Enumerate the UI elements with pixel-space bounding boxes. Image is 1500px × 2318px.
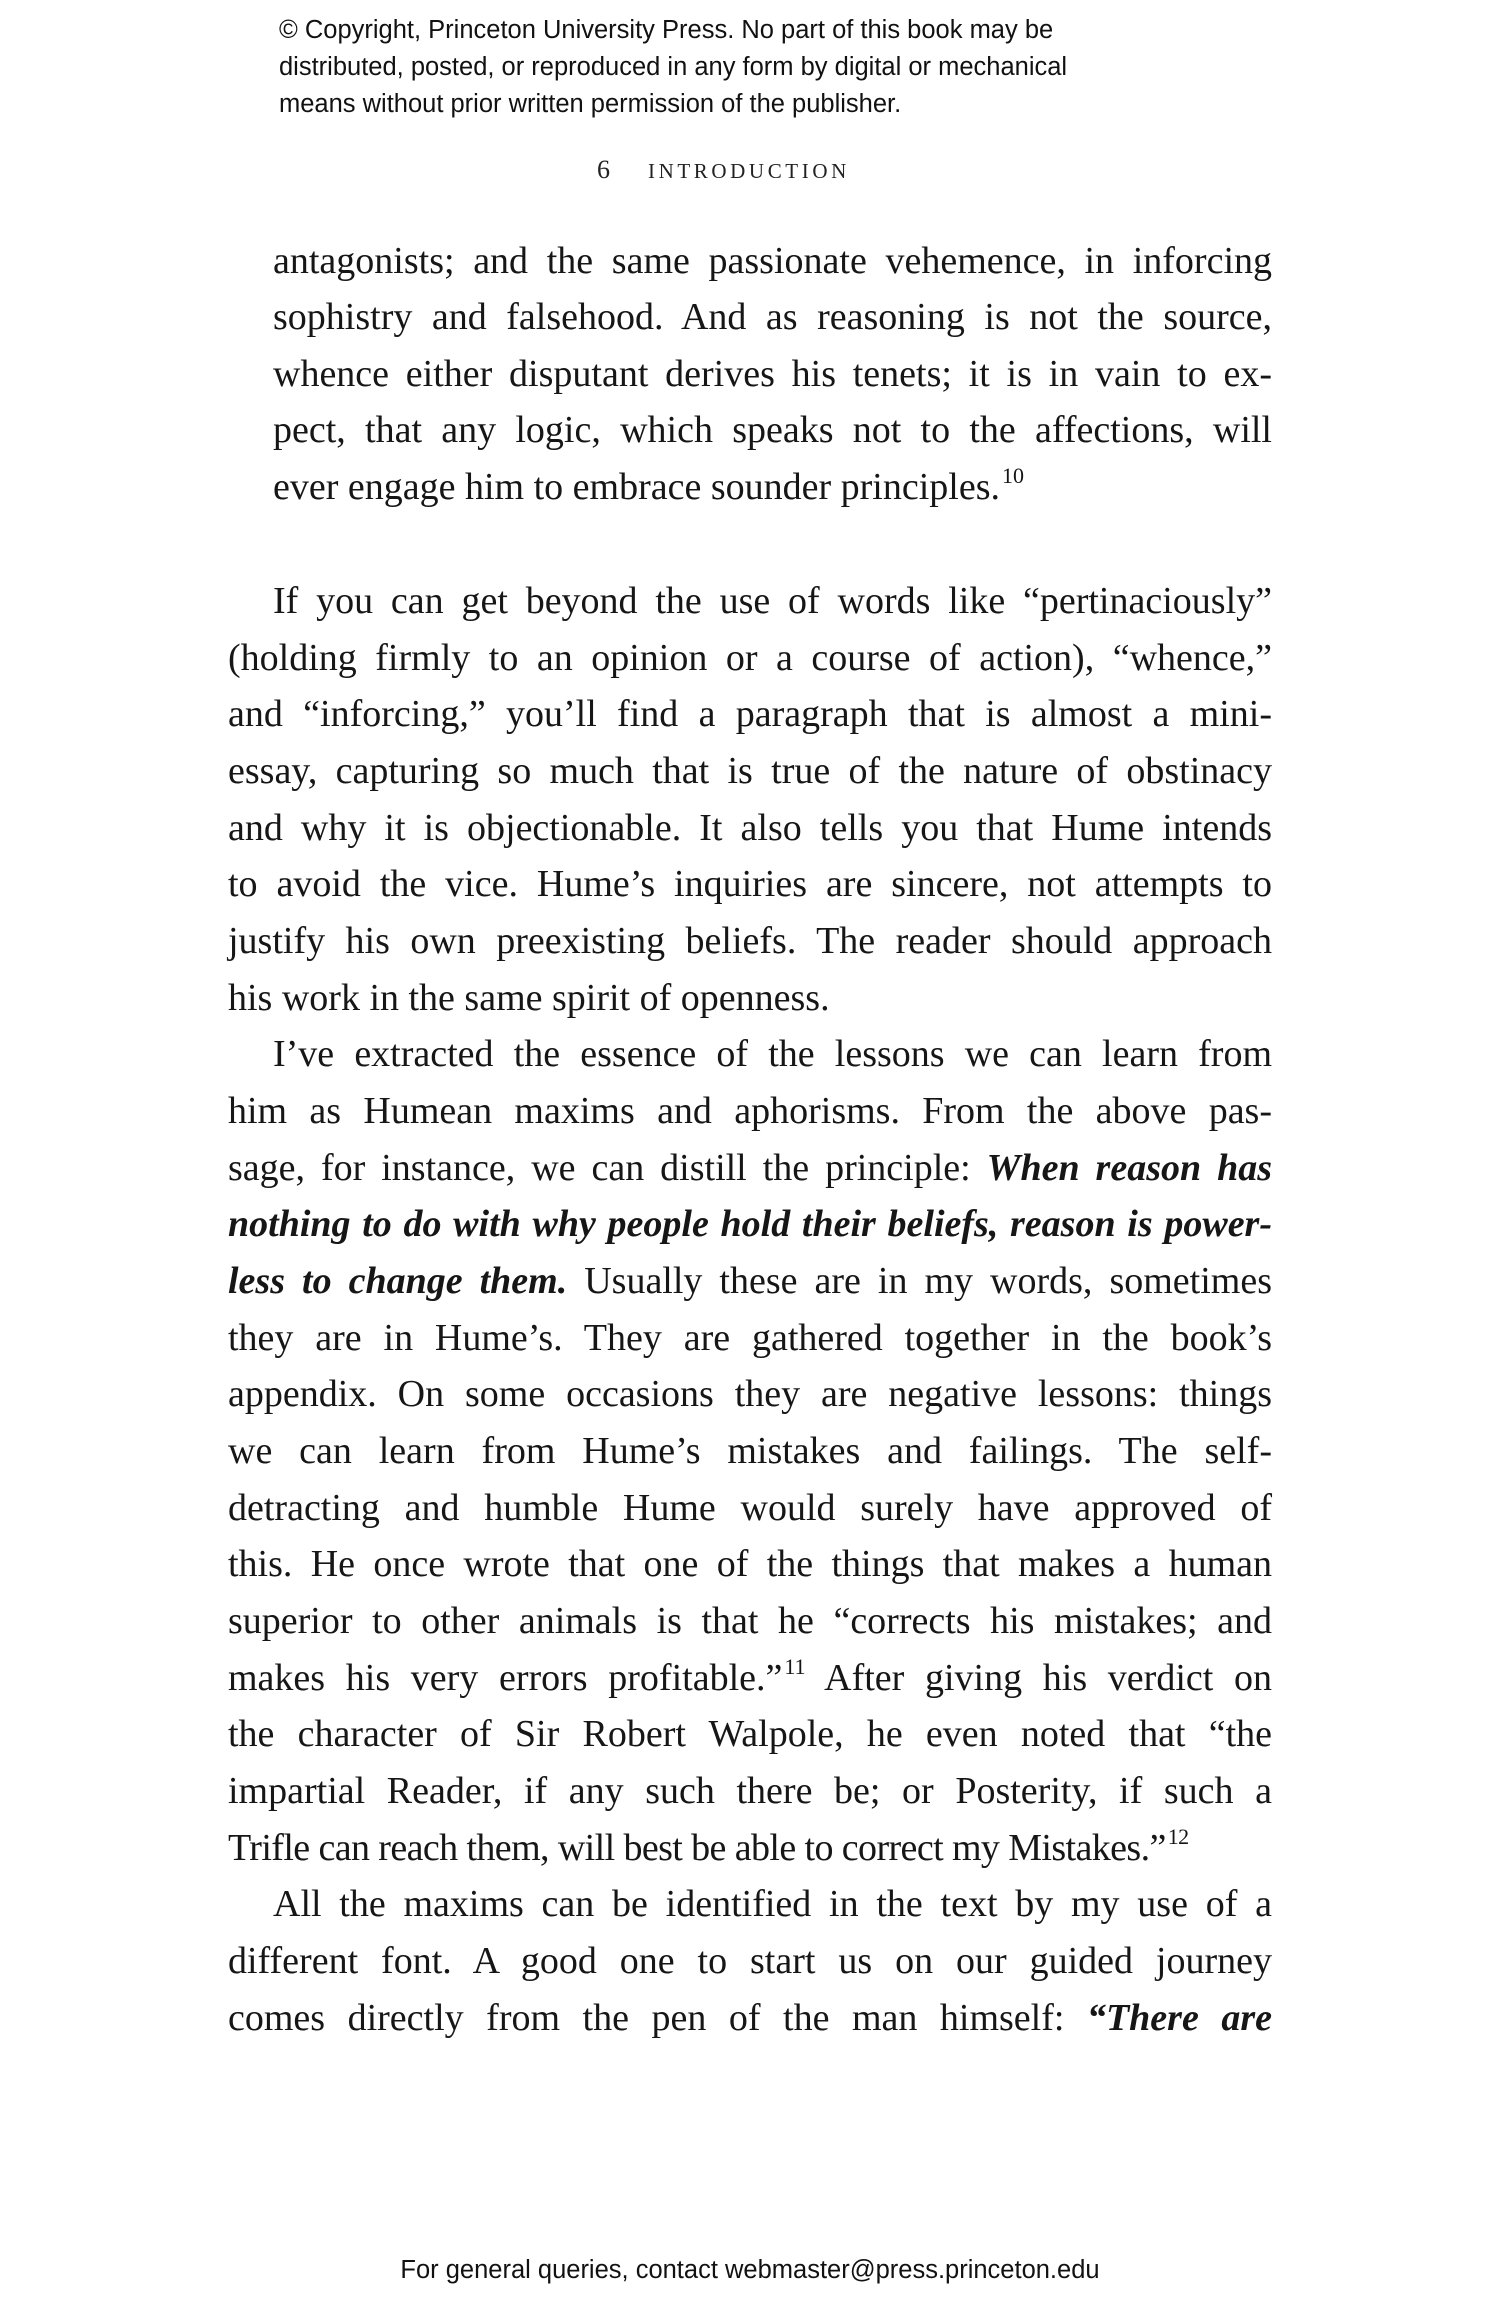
chapter-title: INTRODUCTION bbox=[648, 159, 850, 183]
body-line: makes his very errors profitable.”$^{11}$ After giving his verdict on bbox=[228, 1654, 1272, 1699]
body-line: impartial Reader, if any such there be; or Posterity, if such a bbox=[228, 1770, 1272, 1812]
body-line: and “inforcing,” you’ll find a paragraph that is almost a mini- bbox=[228, 693, 1272, 735]
quote-line: antagonists; and the same passionate vehemence, in inforcing bbox=[273, 240, 1272, 282]
quote-line: ever engage him to embrace sounder principles.$^{10}$ bbox=[273, 463, 1024, 508]
maxim-text: “There are bbox=[1086, 1997, 1272, 2039]
body-line: Trifle can reach them, will best be able to correct my Mistakes.”$^{12}$ bbox=[228, 1824, 1189, 1869]
body-line: him as Humean maxims and aphorisms. From the above pas- bbox=[228, 1090, 1272, 1132]
maxim-text: less to change them. bbox=[228, 1260, 568, 1302]
body-line: they are in Hume’s. They are gathered together in the book’s bbox=[228, 1317, 1272, 1359]
footnote-marker[interactable]: 12 bbox=[1167, 1824, 1189, 1849]
body-line: All the maxims can be identified in the text by my use of a bbox=[273, 1883, 1272, 1925]
copyright-line: means without prior written permission of the publisher. bbox=[279, 90, 902, 118]
copyright-line: distributed, posted, or reproduced in any form by digital or mechanical bbox=[279, 53, 1068, 81]
copyright-notice bbox=[279, 12, 1239, 123]
body-line: detracting and humble Hume would surely have approved of bbox=[228, 1487, 1272, 1529]
body-line: this. He once wrote that one of the things that makes a human bbox=[228, 1543, 1272, 1585]
body-line: I’ve extracted the essence of the lessons we can learn from bbox=[273, 1033, 1272, 1075]
footnote-marker[interactable]: 11 bbox=[784, 1654, 806, 1679]
body-line: sage, for instance, we can distill the principle: When reason has bbox=[228, 1147, 1272, 1189]
body-line: different font. A good one to start us on our guided journey bbox=[228, 1940, 1272, 1982]
body-line: to avoid the vice. Hume’s inquiries are sincere, not attempts to bbox=[228, 863, 1272, 905]
footnote-marker[interactable]: 10 bbox=[1002, 463, 1024, 488]
quote-line: pect, that any logic, which speaks not to the affections, will bbox=[273, 409, 1272, 451]
body-line: we can learn from Hume’s mistakes and failings. The self- bbox=[228, 1430, 1272, 1472]
quote-line: whence either disputant derives his tenets; it is in vain to ex- bbox=[273, 353, 1272, 395]
copyright-line: © Copyright, Princeton University Press. No part of this book may be bbox=[279, 16, 1054, 44]
body-line: superior to other animals is that he “corrects his mistakes; and bbox=[228, 1600, 1272, 1642]
quote-line: sophistry and falsehood. And as reasoning is not the source, bbox=[273, 296, 1272, 338]
body-line: and why it is objectionable. It also tells you that Hume intends bbox=[228, 807, 1272, 849]
body-line: his work in the same spirit of openness. bbox=[228, 977, 830, 1019]
page-number: 6 bbox=[597, 155, 610, 184]
maxim-text: When reason has bbox=[986, 1147, 1272, 1189]
running-head bbox=[0, 152, 1500, 192]
body-line: If you can get beyond the use of words like “pertinaciously” bbox=[273, 580, 1272, 622]
footer-contact: For general queries, contact webmaster@press.princeton.edu bbox=[400, 2256, 1100, 2284]
body-line: (holding firmly to an opinion or a course of action), “whence,” bbox=[228, 637, 1272, 679]
body-line: justify his own preexisting beliefs. The reader should approach bbox=[228, 920, 1272, 962]
maxim-text: nothing to do with why people hold their beliefs, reason is power- bbox=[228, 1203, 1272, 1245]
body-line: appendix. On some occasions they are negative lessons: things bbox=[228, 1373, 1272, 1415]
body-line: comes directly from the pen of the man himself: “There are bbox=[228, 1997, 1272, 2039]
body-line: less to change them. Usually these are in my words, sometimes bbox=[228, 1260, 1272, 1302]
body-line: essay, capturing so much that is true of the nature of obstinacy bbox=[228, 750, 1272, 792]
body-line: the character of Sir Robert Walpole, he even noted that “the bbox=[228, 1713, 1272, 1755]
